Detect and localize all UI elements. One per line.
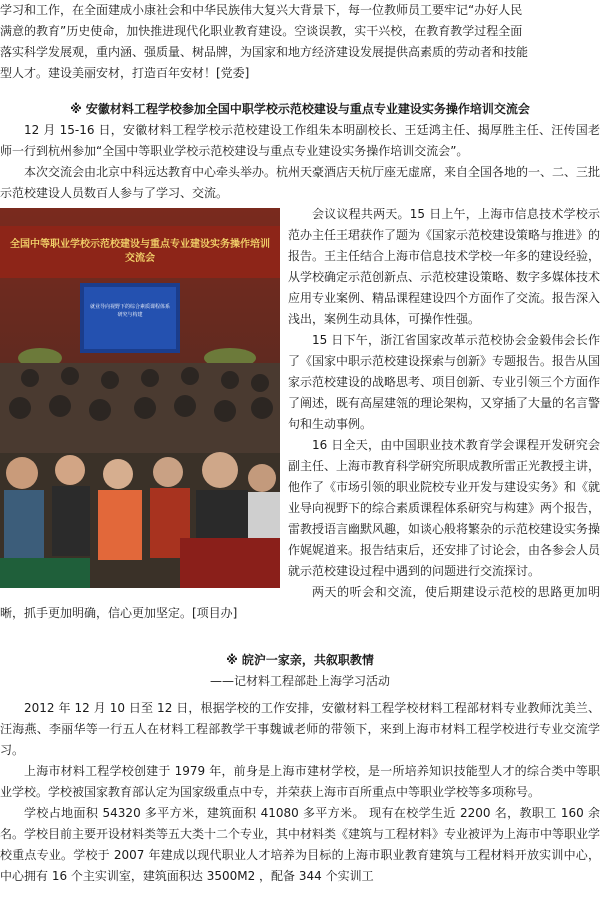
article-paragraph: 学校占地面积 54320 多平方米，建筑面积 41080 多平方米。 现有在校学生近 2200 名，教职工 160 余名。学校目前主要开设材料类等五大类十二个专业，其中材料类《建筑与工程材料》专业被评为上海市中等职业学校重点专业。学校于 2007 年建成以现代职业人才培养为目标的上海市职业教育建筑与工程材料开放实训中心，中心拥有 16 个主实训室，建筑面积达 3500M2 ，配备 344 个实训工 bbox=[0, 806, 600, 883]
intro-line: 满意的教育”历史使命，加快推进现代化职业教育建设。空谈误教，实干兴校，在教育教学过程全面 bbox=[0, 24, 523, 38]
article-paragraph: 会议议程共两天。15 日上午，上海市信息技术学校示范办主任王珺获作了题为《国家示范校建设策略与推进》的报告。王主任结合上海市信息技术学校一年多的建设经验，从学校确定示范创新点、示范校建设策略、数字多媒体技术应用专业案例、精品课程建设四个方面作了交流。报告深入浅出，案例生动具体，可操作性强。 bbox=[288, 207, 600, 326]
article-paragraph: 2012 年 12 月 10 日至 12 日，根据学校的工作安排，安徽材料工程学校材料工程部材料专业教师沈美兰、汪海燕、李丽华等一行五人在材料工程部教学干事魏诚老师的带领下，来到上海市材料工程学校进行专业交流学习。 bbox=[0, 701, 600, 757]
article-paragraph: 上海市材料工程学校创建于 1979 年，前身是上海市建材学校，是一所培养知识技能型人才的综合类中等职业学校。学校被国家教育部认定为国家级重点中专，并荣获上海市百所重点中等职业学校等多项称号。 bbox=[0, 764, 600, 799]
article-title: ※ 皖沪一家亲，共叙职教情 bbox=[226, 653, 374, 667]
conference-photo bbox=[0, 208, 280, 588]
article-paragraph: 16 日全天，由中国职业技术教育学会课程开发研究会副主任、上海市教育科学研究所职成教所雷正光教授主讲，他作了《市场引领的职业院校专业开发与建设实务》和《就业导向视野下的综合素质课程体系研究与构建》两个报告，雷教授语言幽默风趣，如谈心般将繁杂的示范校建设实务操作娓娓道来。报告结束后，还安排了讨论会，由各参会人员就示范校建设过程中遇到的问题进行交流探讨。 bbox=[288, 438, 600, 578]
article-title: ※ 安徽材料工程学校参加全国中职学校示范校建设与重点专业建设实务操作培训交流会 bbox=[70, 102, 530, 116]
intro-line: 学习和工作，在全面建成小康社会和中华民族伟大复兴大背景下，每一位教师员工要牢记“办好人民 bbox=[0, 3, 523, 17]
article-paragraph: 15 日下午，浙江省国家改革示范校协会金毅伟会长作了《国家中职示范校建设探索与创新》专题报告。报告从国家示范校建设的战略思考、项目创新、专业引领三个方面作了阐述，既有高屋建瓴的理论架构，又穿插了大量的名言警句和生动事例。 bbox=[288, 333, 600, 431]
article-shanghai-visit bbox=[0, 650, 600, 887]
intro-line: 落实科学发展观，重内涵、强质量、树品牌，为国家和地方经济建设发展提供高素质的劳动者和技能 bbox=[0, 45, 529, 59]
article-paragraph: 两天的听会和交流，使后期建设示范校的思路更加明晰，抓手更加明确，信心更加坚定。[项目办] bbox=[0, 585, 600, 620]
intro-section bbox=[0, 0, 600, 84]
article-paragraph: 本次交流会由北京中科远达教育中心牵头举办。杭州天豪酒店天杭厅座无虚席，来自全国各地的一、二、三批示范校建设人员数百人参与了学习、交流。 bbox=[0, 165, 600, 200]
article-subtitle: ——记材料工程部赴上海学习活动 bbox=[209, 674, 390, 688]
article-paragraph: 12 月 15-16 日，安徽材料工程学校示范校建设工作组朱本明副校长、王廷鸿主任、揭厚胜主任、汪传国老师一行到杭州参加“全国中等职业学校示范校建设与重点专业建设实务操作培训交流会”。 bbox=[0, 123, 600, 158]
photo-slide-text: 就业导向视野下的综合素质课程体系研究与构建 bbox=[90, 304, 171, 318]
intro-line: 型人才。建设美丽安材，打造百年安材！[党委] bbox=[0, 66, 250, 80]
photo-banner-text: 全国中等职业学校示范校建设与重点专业建设实务操作培训交流会 bbox=[10, 239, 270, 264]
article-training-conference bbox=[0, 98, 600, 624]
